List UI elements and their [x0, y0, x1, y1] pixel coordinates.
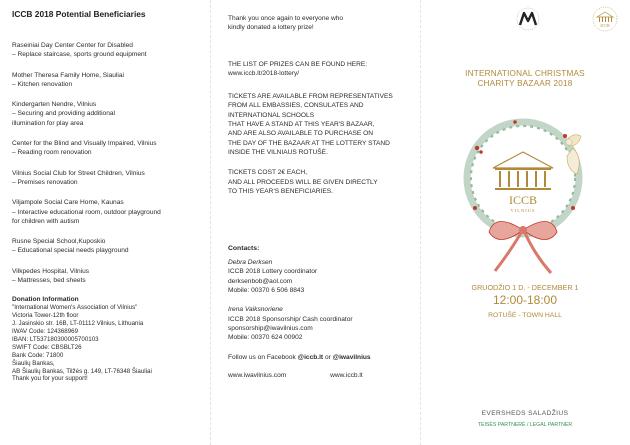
prizes-line: www.iccb.lt/2018-lottery/: [228, 69, 300, 77]
beneficiary-need: illumination for play area: [12, 119, 84, 127]
donation-line: IWAV Code: 124368969: [12, 327, 79, 335]
beneficiary-need: – Securing and providing additional: [12, 110, 116, 118]
tickets-line: AND ARE ALSO AVAILABLE TO PURCHASE ON: [228, 130, 373, 138]
prizes-line: THE LIST OF PRIZES CAN BE FOUND HERE:: [228, 60, 368, 68]
follow-line: [228, 353, 412, 362]
tickets-line: FROM ALL EMBASSIES, CONSULATES AND: [228, 102, 364, 110]
event-date: GRUODŽIO 1 D. - DECEMBER 1: [471, 283, 579, 292]
small-logo-text: ICCB: [600, 23, 610, 28]
tickets-line: INSIDE THE VILNIAUS ROTUŠĖ.: [228, 148, 328, 156]
beneficiary-item: [12, 71, 202, 90]
beneficiary-need: – Premises renovation: [12, 178, 78, 186]
follow-prefix: Follow us on Facebook: [228, 353, 298, 361]
contact-role: ICCB 2018 Sponsorship/ Cash coordinator: [228, 315, 353, 323]
facebook-handle-iwav[interactable]: @iwavilnius: [332, 353, 371, 361]
beneficiary-name: Rusne Special School,Kuposkio: [12, 238, 106, 246]
event-place: ROTUŠĖ - TOWN HALL: [488, 312, 562, 319]
legal-partner-label: TEISĖS PARTNERĖ / LEGAL PARTNER: [477, 422, 573, 428]
follow-or: or: [323, 353, 333, 361]
contact-mobile: Mobile: 00370 6 506 8843: [228, 287, 305, 295]
beneficiary-need: – Kitchen renovation: [12, 80, 73, 88]
donation-line: IBAN: LT537180300005700103: [12, 335, 99, 343]
cost-line: TICKETS COST 2€ EACH,: [228, 169, 308, 177]
beneficiary-item: [12, 237, 202, 256]
beneficiaries-list: [12, 41, 202, 285]
thanks-text: [228, 14, 412, 33]
facebook-handle-iccb[interactable]: @iccb.lt: [297, 353, 324, 361]
beneficiary-item: [12, 100, 202, 128]
donation-line: Bank Code: 71800: [12, 351, 64, 359]
wreath-logo-name: ICCB: [508, 193, 538, 207]
contact-role: ICCB 2018 Lottery coordinator: [228, 268, 318, 276]
beneficiary-name: Center for the Blind and Visually Impaired, Vilnius: [12, 140, 157, 148]
contact-card: [228, 305, 412, 342]
beneficiaries-panel: [0, 0, 210, 445]
website-iccb[interactable]: www.iccb.lt: [330, 371, 363, 379]
donation-info: [12, 296, 202, 383]
donation-lines: [12, 304, 202, 383]
contact-mobile: Mobile: 00370 624 00902: [228, 334, 303, 342]
bazaar-title-line1: INTERNATIONAL CHRISTMAS: [465, 69, 585, 78]
event-time: 12:00-18:00: [492, 293, 558, 307]
contact-name: Irena Vaiksnoriene: [228, 306, 283, 314]
cost-line: AND ALL PROCEEDS WILL BE GIVEN DIRECTLY: [228, 178, 378, 186]
prizes-text: [228, 60, 412, 79]
beneficiaries-title: ICCB 2018 Potential Beneficiaries: [12, 9, 146, 19]
wreath-illustration: [455, 108, 595, 278]
donation-line: AB Šiaulių Bankas, Tilžės g. 149, LT-76348 Šiauliai: [12, 367, 152, 375]
beneficiary-name: Vilkpedes Hospital, Vilnius: [12, 267, 90, 275]
website-iwav[interactable]: www.iwavilnius.com: [228, 371, 287, 379]
bazaar-title-line2: CHARITY BAZAAR 2018: [477, 79, 573, 88]
beneficiary-name: Kindergarten Nendre, Vilnius: [12, 101, 97, 109]
legal-partner-name: EVERSHEDS SALADŽIUS: [481, 410, 569, 417]
tickets-line: THAT HAVE A STAND AT THIS YEAR'S BAZAAR,: [228, 121, 375, 129]
contact-email[interactable]: sponsorship@iwavilnius.com: [228, 324, 313, 332]
tickets-line: INTERNATIONAL SCHOOLS: [228, 111, 315, 119]
contact-card: [228, 258, 412, 295]
websites-line: [228, 371, 412, 380]
beneficiary-need: – Reading room renovation: [12, 149, 92, 157]
donation-heading: Donation Information: [12, 296, 79, 304]
beneficiary-item: [12, 139, 202, 158]
donation-line: SWIFT Code: CBSBLT26: [12, 343, 82, 351]
contacts-heading: Contacts:: [228, 245, 260, 253]
iccb-small-logo: [590, 6, 620, 32]
cost-line: TO THIS YEAR'S BENEFICIARIES.: [228, 187, 333, 195]
donation-line: Šiaulių Bankas,: [12, 359, 55, 367]
beneficiary-need: – Replace staircase, sports ground equipment: [12, 51, 147, 59]
beneficiary-need: – Mattresses, bed sheets: [12, 277, 86, 285]
contact-name: Debra Derksen: [228, 259, 273, 267]
thanks-line: kindly donated a lottery prize!: [228, 24, 314, 32]
beneficiary-need: – Interactive educational room, outdoor playground: [12, 208, 161, 216]
donation-line: Thank you for your support!: [12, 375, 88, 383]
donation-line: Victoria Tower-12th floor: [12, 312, 79, 320]
beneficiary-item: [12, 169, 202, 188]
donation-line: "International Women's Association of Vilnius": [12, 304, 138, 312]
bazaar-title: [420, 69, 630, 89]
cover-panel: [420, 0, 630, 445]
contact-email[interactable]: derksenbob@aol.com: [228, 277, 293, 285]
donation-line: J. Jasinskio str. 16B, LT-01112 Vilnius, Lithuania: [12, 320, 144, 328]
beneficiary-name: Raseiniai Day Center Center for Disabled: [12, 42, 133, 49]
tickets-line: TICKETS ARE AVAILABLE FROM REPRESENTATIVES: [228, 93, 393, 101]
beneficiary-name: Vilnius Social Club for Street Children, Vilnius: [12, 169, 145, 177]
lottery-panel: [210, 0, 420, 445]
beneficiary-name: Viljampole Social Care Home, Kaunas: [12, 199, 124, 207]
wreath-logo-sub: VILNIUS: [510, 208, 536, 213]
cost-text: [228, 168, 412, 196]
beneficiary-item: [12, 198, 202, 226]
thanks-line: Thank you once again to everyone who: [228, 15, 344, 22]
beneficiary-need: – Educational special needs playground: [12, 247, 129, 255]
tickets-text: [228, 92, 412, 157]
beneficiary-item: [12, 267, 202, 286]
beneficiary-item: [12, 41, 202, 60]
beneficiary-need: for children with autism: [12, 217, 80, 225]
contacts-list: [228, 258, 412, 342]
beneficiary-name: Mother Theresa Family Home, Siauliai: [12, 71, 125, 79]
tickets-line: THE DAY OF THE BAZAAR AT THE LOTTERY STAND: [228, 139, 390, 147]
iwav-logo: [515, 6, 541, 32]
